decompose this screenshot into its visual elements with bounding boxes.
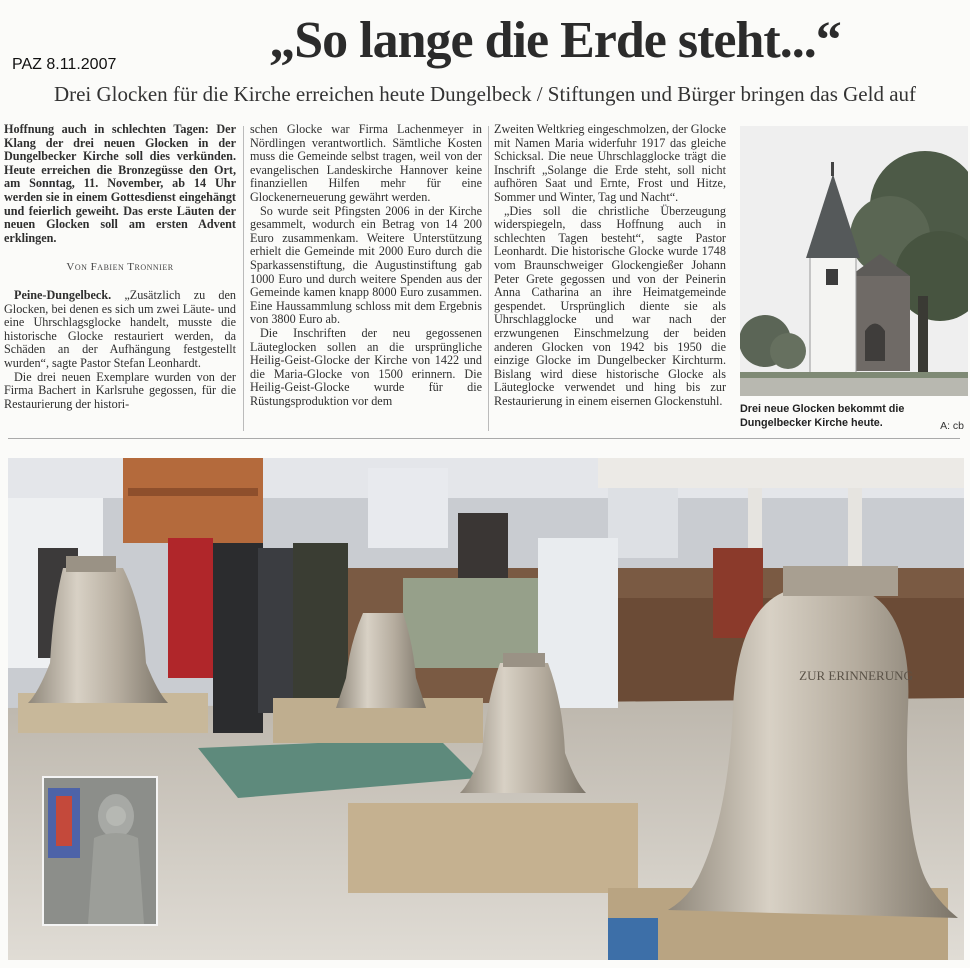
article-column-2 — [250, 123, 482, 433]
column-divider — [488, 126, 489, 431]
byline-prefix: Von — [66, 261, 88, 274]
byline-author: Fabien Tronnier — [90, 261, 174, 274]
column-divider — [243, 126, 244, 431]
byline — [4, 261, 236, 275]
photo-credit: A: cb — [940, 420, 964, 432]
headline: „So lange die Erde steht...“ — [269, 12, 841, 69]
article-paragraph: Die Inschriften der neu gegossenen Läuteglocken sollen an die ursprüngliche Heilig-Geist-Glocke der Kirche von 1422 und die Maria-Glocke von 1500 erinnern. Die Heilig-Geist-Glocke wurde für die Rüstungsproduktion vor dem — [250, 325, 482, 408]
relief-illustration — [44, 778, 156, 924]
article-column-1 — [4, 123, 236, 433]
dateline: Peine-Dungelbeck. — [14, 287, 112, 302]
article-intro: Hoffnung auch in schlechten Tagen: Der Klang der drei neuen Glocken in der Dungelbecker Kirche soll dies verkünden. Heute erreichen die Bronzegüsse den Ort, am Sonntag, 11. November, ab 14 Uhr werden sie in einem Gottesdienst eingehängt und feierlich geweiht. Das erste Läuten der neuen Glocken soll am ersten Advent erklingen. — [4, 123, 236, 245]
article-paragraph: schen Glocke war Firma Lachenmeyer in Nördlingen verantwortlich. Sämtliche Kosten muss die Gemeinde selbst tragen, weil von der evangelischen Landeskirche Hannover keine finanziellen Hilfen mehr für eine Glockenerneuerung gewährt werden. — [250, 123, 482, 204]
article-paragraph: „Dies soll die christliche Überzeugung widerspiegeln, dass Hoffnung auch in schlechten Tagen besteht“, sagte Pastor Leonhardt. Die historische Glocke wurde 1748 vom Braunschweiger Glockengießer Johann Peter Grete gegossen und von der Peinerin Anna Catharina an ihre Heimatgemeinde gespendet. Ursprünglich diente sie als Uhrschlagglocke und war nach der erzwungenen Einschmelzung der beiden anderen Glocken von 1942 bis 1950 die einzige Glocke im Dungelbecker Kirchturm. Bislang wird diese historische Glocke als Läuteglocke verwendet und hing bis zur Restaurierung in einem eisernen Glockenstuhl. — [494, 203, 726, 408]
article-paragraph: Zweiten Weltkrieg eingeschmolzen, der Glocke mit Namen Maria widerfuhr 1917 das gleiche Schicksal. Die neue Uhrschlagglocke trägt die Inschrift „Solange die Erde steht, soll nicht aufhören Saat und Ernte, Frost und Hitze, Sommer und Winter, Tag und Nacht“. — [494, 123, 726, 204]
article-paragraph: Die drei neuen Exemplare wurden von der Firma Bachert in Karlsruhe gegossen, für die Restaurierung der histori- — [4, 369, 236, 411]
article-text: „Zusätzlich zu den Glocken, bei denen es sich um zwei Läute- und eine Uhrschlagsglocke handelt, musste die historische Glocke restauriert werden, da Schäden an der Aufhängung festgestellt wurden“, sagte Pastor Stefan Leonhardt. — [4, 287, 236, 370]
bell-inscription: ZUR ERINNERUNG — [799, 668, 913, 683]
article-paragraph: So wurde seit Pfingsten 2006 in der Kirche gesammelt, wodurch ein Betrag von 14 200 Euro zusammenkam. Weitere Unterstützung erhielt die Gemeinde mit 2000 Euro durch die Sparkassenstiftung, die Augustinstiftung gab 1000 Euro und durch weitere Spenden aus der Gemeinde kamen knapp 8000 Euro zusammen. Eine Haussammlung schloss mit dem Ergebnis von 3800 Euro ab. — [250, 203, 482, 327]
article-paragraph — [4, 289, 236, 371]
subheadline: Drei Glocken für die Kirche erreichen heute Dungelbeck / Stiftungen und Bürger bringen das Geld auf — [53, 82, 917, 106]
church-illustration — [740, 126, 968, 396]
section-divider — [8, 438, 960, 439]
source-label: PAZ 8.11.2007 — [12, 56, 117, 73]
article-column-3 — [494, 123, 726, 433]
photo-caption: Drei neue Glocken bekommt die Dungelbecker Kirche heute. — [740, 403, 905, 429]
church-photo — [740, 126, 968, 396]
relief-inset-photo — [42, 776, 158, 926]
